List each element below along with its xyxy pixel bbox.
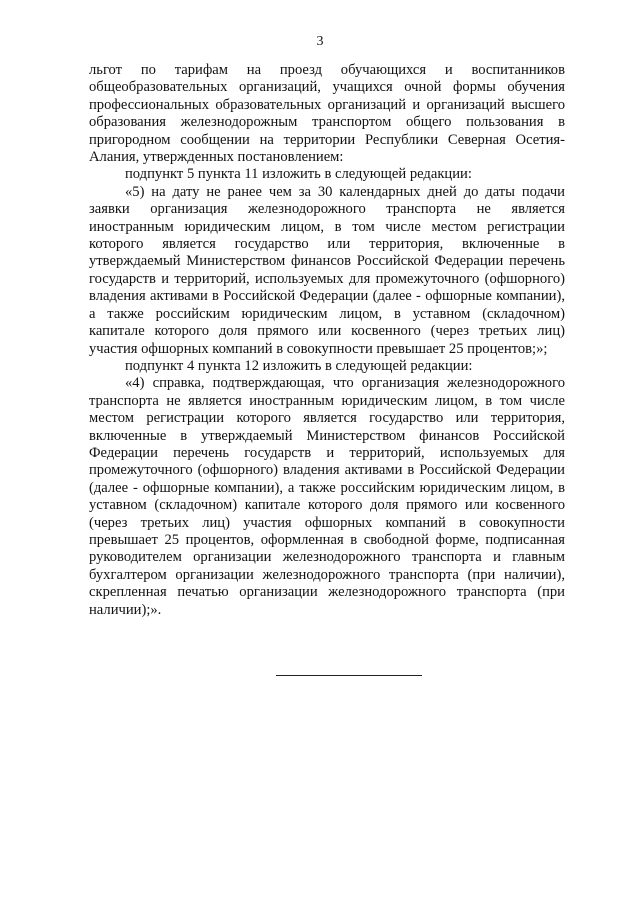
- paragraph-subpoint-5-intro: подпункт 5 пункта 11 изложить в следующей редакции:: [125, 166, 472, 183]
- page-number: 3: [316, 34, 324, 49]
- paragraph-subpoint-4-text: «4) справка, подтверждающая, что организация железнодорожного транспорта не является иностранным юридическим лицом, в том числе местом регистрации которого является государство или территория, включенные в утверждаемый Министерством финансов Российской Федерации перечень государств и территорий, используемых для промежуточного (офшорного) владения активами в Российской Федерации (далее - офшорные компании), а также российским юридическим лицом, в уставном (складочном) капитале которого доля прямого или косвенного (через третьих лиц) участия офшорных компаний в совокупности превышает 25 процентов, оформленная в свободной форме, подписанная руководителем организации железнодорожного транспорта и главным бухгалтером организации железнодорожного транспорта (при наличии), скрепленная печатью организации железнодорожного транспорта (при наличии);».: [89, 375, 565, 618]
- end-separator-line: [276, 675, 422, 676]
- paragraph-continuation: льгот по тарифам на проезд обучающихся и воспитанников общеобразовательных организаций, учащихся очной формы обучения профессиональных образовательных организаций и организаций высшего образования железнодорожным транспортом общего пользования в пригородном сообщении на территории Республики Северная Осетия-Алания, утвержденных постановлением:: [89, 62, 565, 166]
- document-body: [89, 62, 565, 619]
- paragraph-subpoint-4-intro: подпункт 4 пункта 12 изложить в следующей редакции:: [125, 357, 473, 374]
- paragraph-subpoint-5-text: «5) на дату не ранее чем за 30 календарных дней до даты подачи заявки организация железнодорожного транспорта не является иностранным юридическим лицом, в том числе местом регистрации которого является государство или территория, включенные в утверждаемый Министерством финансов Российской Федерации перечень государств и территорий, используемых для промежуточного (офшорного) владения активами в Российской Федерации (далее - офшорные компании), а также российским юридическим лицом, в уставном (складочном) капитале которого доля прямого или косвенного (через третьих лиц) участия офшорных компаний в совокупности превышает 25 процентов;»;: [89, 183, 565, 357]
